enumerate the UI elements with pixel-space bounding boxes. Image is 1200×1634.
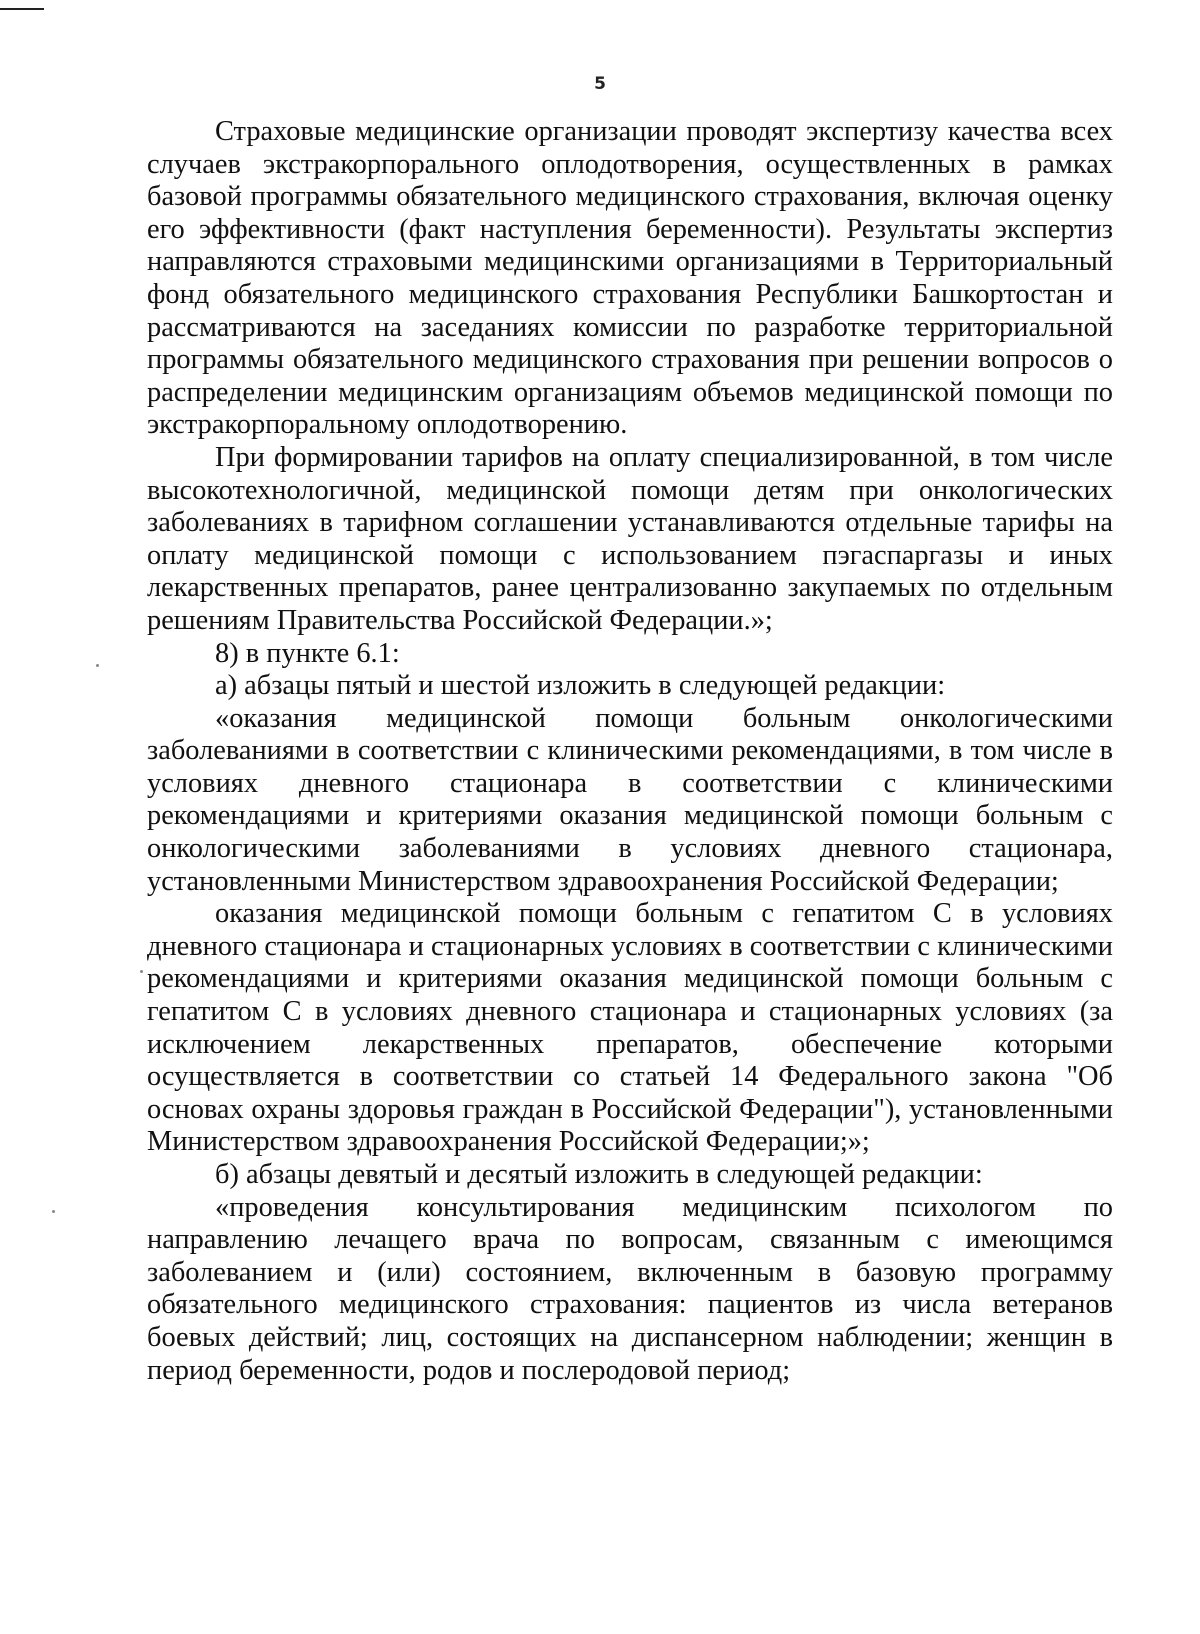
paragraph-tariffs-oncology: При формировании тарифов на оплату специализированной, в том числе высокотехнологичной, медицинской помощи детям при онкологических заболеваниях в тарифном соглашении устанавливаются отдельные тарифы на оплату медицинской помощи с использованием пэгаспаргазы и иных лекарственных препаратов, ранее централизованно закупаемых по отдельным решениям Правительства Российской Федерации.»; [147,441,1113,636]
paragraph-hepatitis-care: оказания медицинской помощи больным с гепатитом С в условиях дневного стационара и стационарных условиях в соответствии с клиническими рекомендациями и критериями оказания медицинской помощи больным с гепатитом С в условиях дневного стационара и стационарных условиях (за исключением лекарственных препаратов, обеспечение которыми осуществляется в соответствии со статьей 14 Федерального закона "Об основах охраны здоровья граждан в Российской Федерации"), установленными Министерством здравоохранения Российской Федерации;»; [147,898,1113,1158]
document-body [147,116,1113,1387]
scan-speck [96,664,99,667]
paragraph-psychologist-consulting: «проведения консультирования медицинским психологом по направлению лечащего врача по вопросам, связанным с имеющимся заболеванием и (или) состоянием, включенным в базовую программу обязательного медицинского страхования: пациентов из числа ветеранов боевых действий; лиц, состоящих на диспансерном наблюдении; женщин в период беременности, родов и послеродовой период; [147,1191,1113,1386]
paragraph-subitem-a: а) абзацы пятый и шестой изложить в следующей редакции: [215,670,946,702]
paragraph-insurance-expertise: Страховые медицинские организации проводят экспертизу качества всех случаев экстракорпорального оплодотворения, осуществленных в рамках базовой программы обязательного медицинского страхования, включая оценку его эффективности (факт наступления беременности). Результаты экспертиз направляются страховыми медицинскими организациями в Территориальный фонд обязательного медицинского страхования Республики Башкортостан и рассматриваются на заседаниях комиссии по разработке территориальной программы обязательного медицинского страхования при решении вопросов о распределении медицинским организациям объемов медицинской помощи по экстракорпоральному оплодотворению. [147,116,1113,441]
paragraph-oncology-care: «оказания медицинской помощи больным онкологическими заболеваниями в соответствии с клиническими рекомендациями, в том числе в условиях дневного стационара в соответствии с клиническими рекомендациями и критериями оказания медицинской помощи больным с онкологическими заболеваниями в условиях дневного стационара, установленными Министерством здравоохранения Российской Федерации; [147,702,1113,897]
scan-speck [52,1210,55,1213]
paragraph-item-8: 8) в пункте 6.1: [215,637,400,669]
scan-speck [140,970,143,973]
paragraph-subitem-b: б) абзацы девятый и десятый изложить в следующей редакции: [215,1159,983,1190]
page-number: 5 [594,74,606,94]
scan-corner-mark [0,8,44,10]
